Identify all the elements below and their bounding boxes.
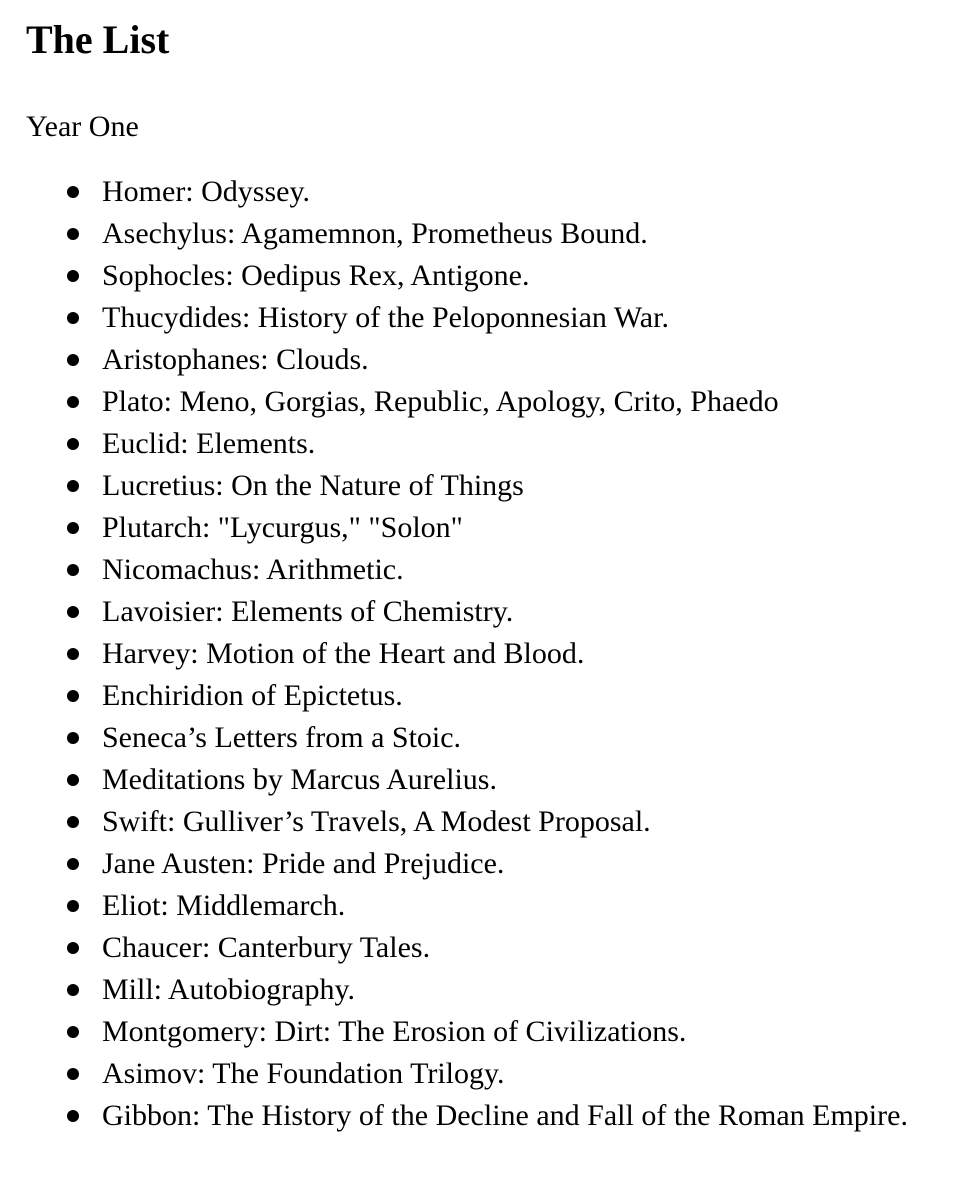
bullet-icon <box>67 396 79 408</box>
bullet-icon <box>67 900 79 912</box>
page-title: The List <box>26 17 170 62</box>
list-item-text: Jane Austen: Pride and Prejudice. <box>102 847 505 880</box>
list-item <box>26 843 942 885</box>
list-item <box>26 969 942 1011</box>
bullet-icon <box>67 354 79 366</box>
list-item <box>26 465 942 507</box>
list-item <box>26 507 942 549</box>
list-item-text: Lavoisier: Elements of Chemistry. <box>102 595 514 628</box>
list-item <box>26 1053 942 1095</box>
list-item <box>26 633 942 675</box>
bullet-icon <box>67 228 79 240</box>
list-item <box>26 759 942 801</box>
list-item-text: Homer: Odyssey. <box>102 175 311 208</box>
list-item <box>26 591 942 633</box>
bullet-icon <box>67 438 79 450</box>
list-item-text: Asechylus: Agamemnon, Prometheus Bound. <box>102 217 648 250</box>
list-item-text: Lucretius: On the Nature of Things <box>102 469 524 502</box>
bullet-icon <box>67 816 79 828</box>
section-heading: Year One <box>26 110 139 143</box>
list-item <box>26 171 942 213</box>
list-item <box>26 255 942 297</box>
bullet-icon <box>67 606 79 618</box>
list-item <box>26 675 942 717</box>
bullet-icon <box>67 186 79 198</box>
bullet-icon <box>67 984 79 996</box>
list-item-text: Chaucer: Canterbury Tales. <box>102 931 431 964</box>
list-item <box>26 339 942 381</box>
list-item <box>26 423 942 465</box>
list-item-text: Swift: Gulliver’s Travels, A Modest Proposal. <box>102 805 651 838</box>
bullet-icon <box>67 1068 79 1080</box>
list-item <box>26 1095 942 1137</box>
list-item-text: Enchiridion of Epictetus. <box>102 679 403 712</box>
bullet-icon <box>67 690 79 702</box>
bullet-icon <box>67 732 79 744</box>
bullet-icon <box>67 942 79 954</box>
list-item-text: Gibbon: The History of the Decline and Fall of the Roman Empire. <box>102 1099 908 1132</box>
list-item-text: Sophocles: Oedipus Rex, Antigone. <box>102 259 530 292</box>
bullet-icon <box>67 1026 79 1038</box>
list-item <box>26 213 942 255</box>
list-item <box>26 885 942 927</box>
bullet-icon <box>67 774 79 786</box>
bullet-icon <box>67 312 79 324</box>
list-item <box>26 1011 942 1053</box>
list-item-text: Asimov: The Foundation Trilogy. <box>102 1057 505 1090</box>
bullet-icon <box>67 858 79 870</box>
list-item <box>26 549 942 591</box>
list-item-text: Meditations by Marcus Aurelius. <box>102 763 497 796</box>
list-item-text: Nicomachus: Arithmetic. <box>102 553 404 586</box>
list-item-text: Plato: Meno, Gorgias, Republic, Apology, Crito, Phaedo <box>102 385 779 418</box>
list-item-text: Aristophanes: Clouds. <box>102 343 369 376</box>
bullet-icon <box>67 1110 79 1122</box>
list-item <box>26 801 942 843</box>
list-item <box>26 297 942 339</box>
list-item-text: Plutarch: "Lycurgus," "Solon" <box>102 511 463 544</box>
list-item <box>26 717 942 759</box>
list-item-text: Thucydides: History of the Peloponnesian War. <box>102 301 669 334</box>
list-item-text: Harvey: Motion of the Heart and Blood. <box>102 637 585 670</box>
list-item-text: Euclid: Elements. <box>102 427 316 460</box>
list-item-text: Eliot: Middlemarch. <box>102 889 346 922</box>
bullet-icon <box>67 480 79 492</box>
list-item-text: Mill: Autobiography. <box>102 973 356 1006</box>
list-item-text: Montgomery: Dirt: The Erosion of Civilizations. <box>102 1015 687 1048</box>
bullet-icon <box>67 522 79 534</box>
list-item <box>26 381 942 423</box>
bullet-icon <box>67 270 79 282</box>
list-item <box>26 927 942 969</box>
book-list <box>26 171 953 1137</box>
bullet-icon <box>67 648 79 660</box>
bullet-icon <box>67 564 79 576</box>
list-item-text: Seneca’s Letters from a Stoic. <box>102 721 462 754</box>
